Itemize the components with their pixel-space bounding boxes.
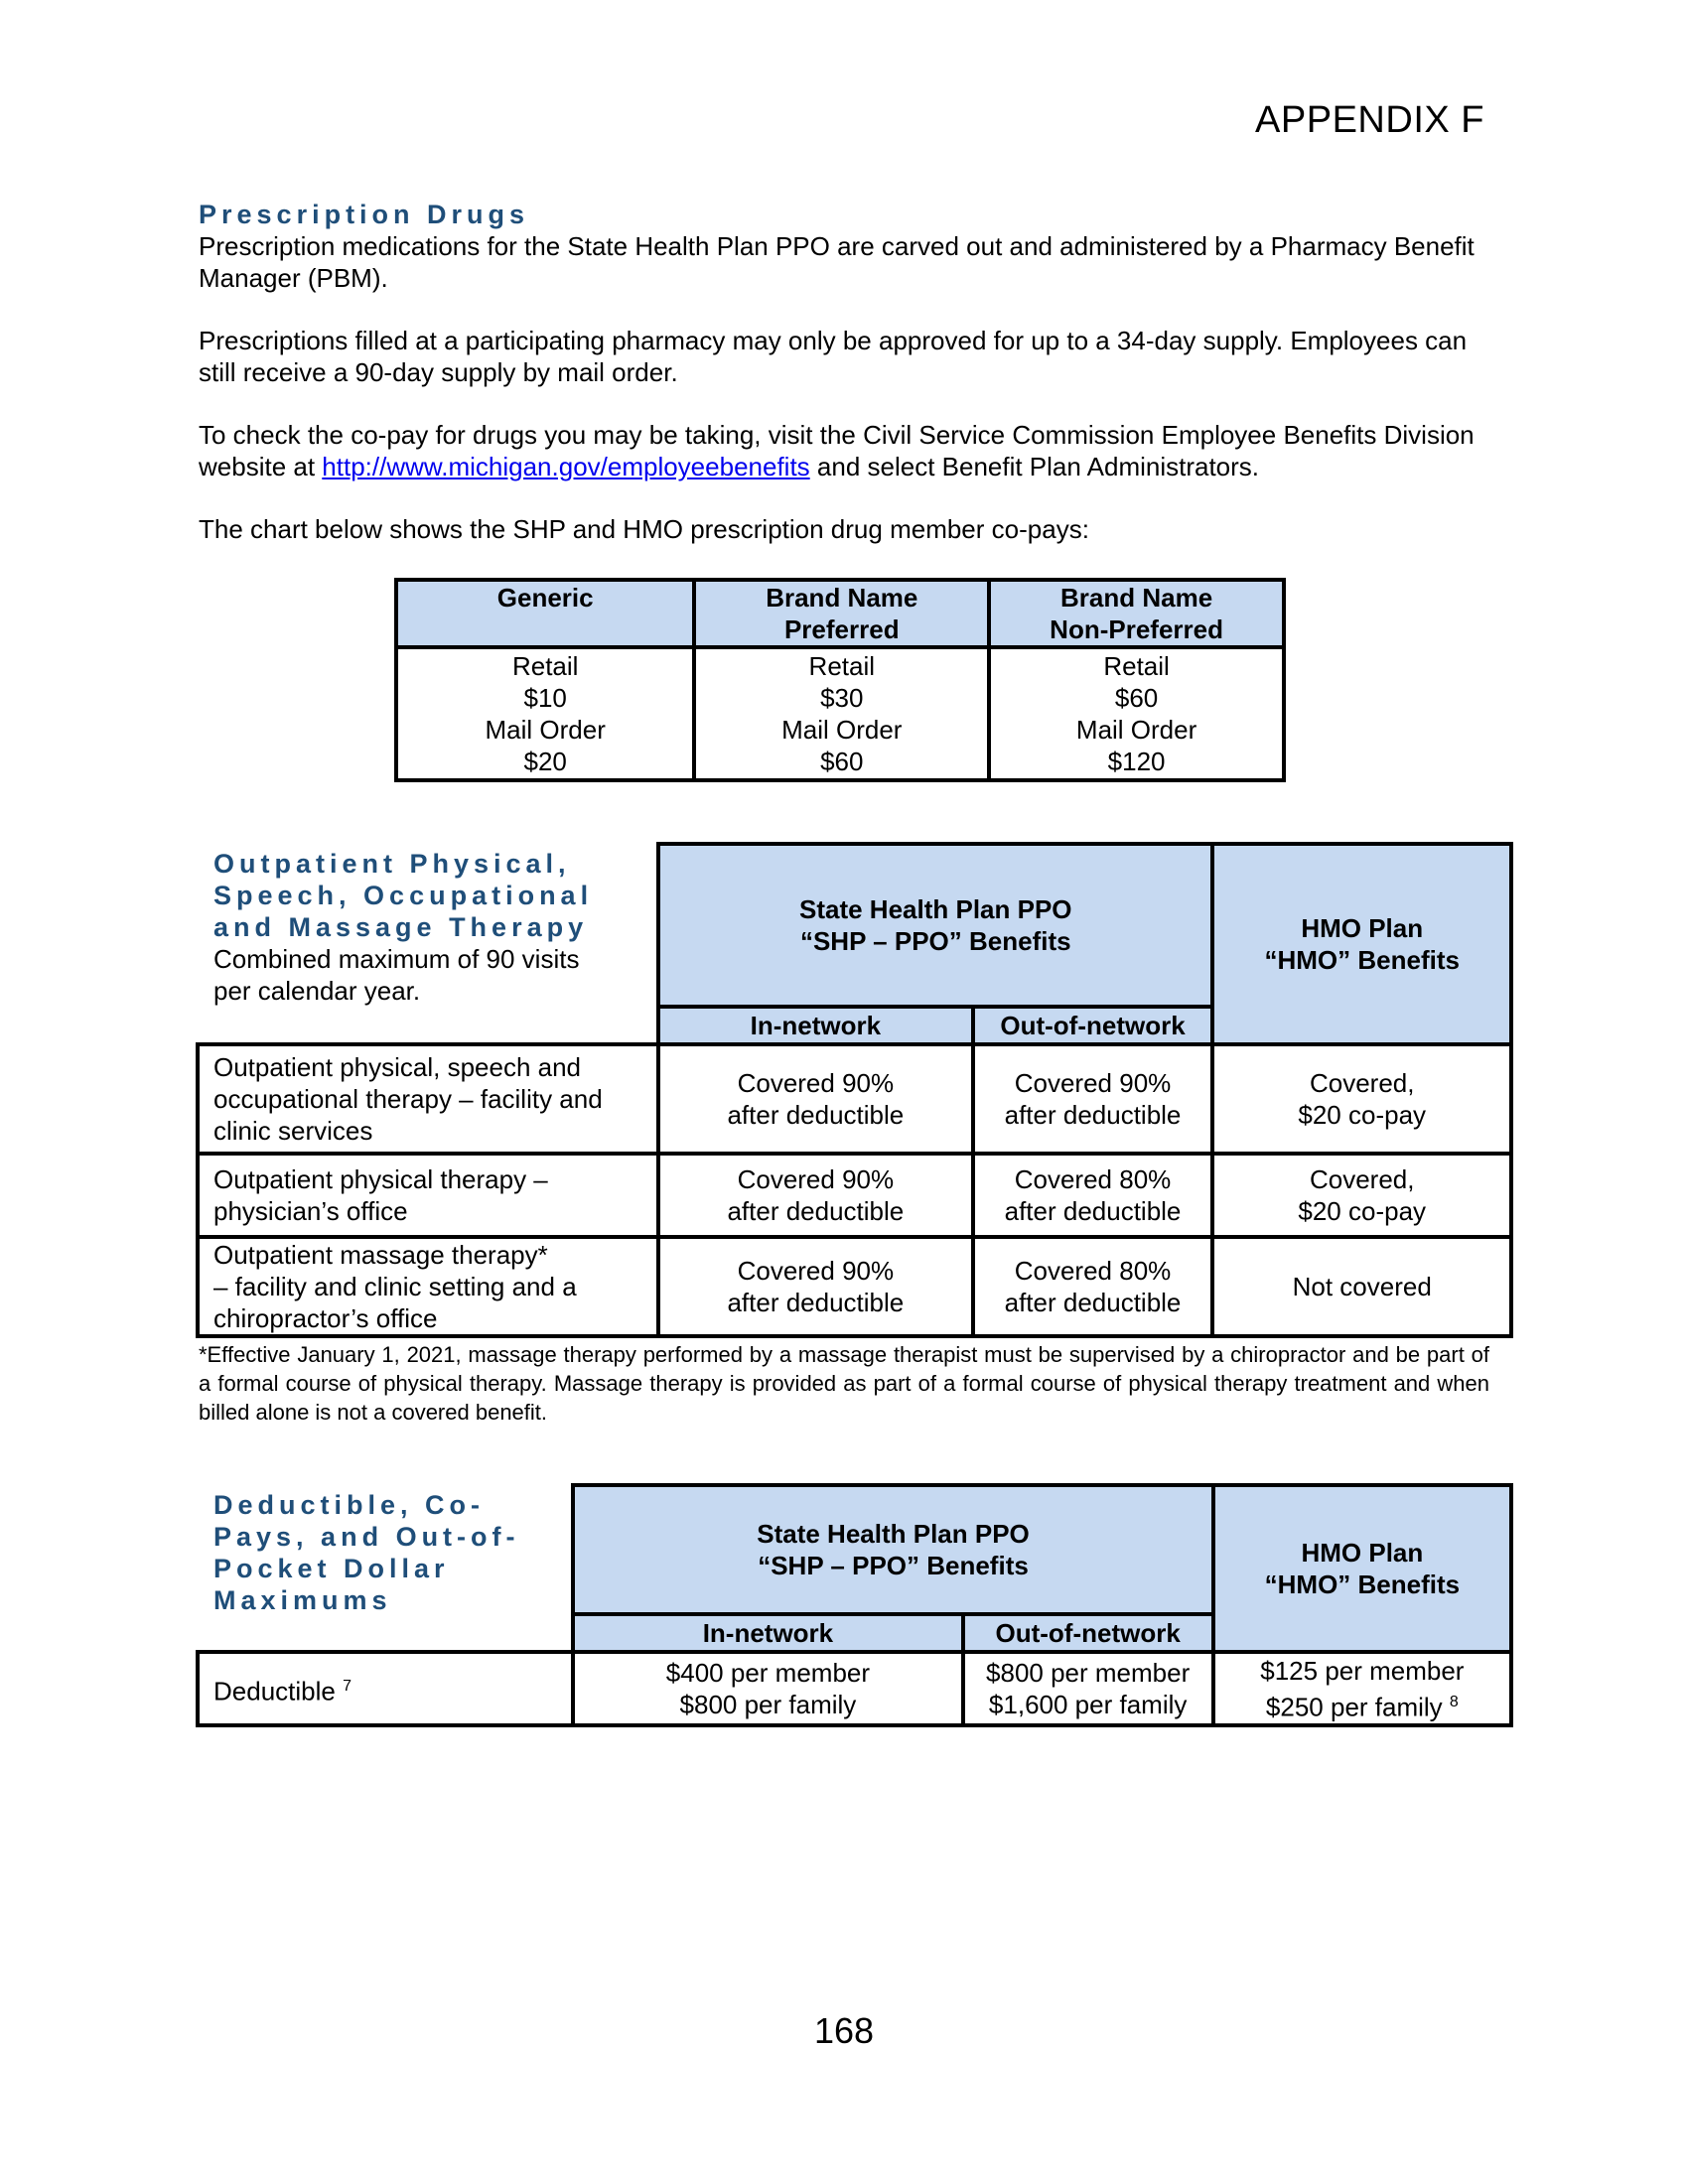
therapy-row-label: Outpatient physical, speech and occupational therapy – facility and clinic services [198,1044,658,1154]
paragraph-3-text: To check the co-pay for drugs you may be taking, visit the Civil Service Commission Employee Benefits Division website at [199,420,1475,481]
deductible-heading-line: Pocket Dollar [213,1554,450,1583]
therapy-heading-line: Outpatient Physical, [213,849,571,879]
therapy-hmo-value: Not covered [1212,1237,1511,1336]
header-brand-non-preferred: Brand Name Non-Preferred [989,580,1284,647]
deductible-hmo-value: $125 per member $250 per family $^8$ [1213,1652,1511,1725]
shp-ppo-header: State Health Plan PPO “SHP – PPO” Benefits [658,844,1212,1007]
therapy-row-label: Outpatient physical therapy – physician’s office [198,1154,658,1237]
brand-non-preferred-copay-cell: Retail $60 Mail Order $120 [989,647,1284,780]
brand-preferred-copay-cell: Retail $30 Mail Order $60 [694,647,989,780]
deductible-heading-line: Pays, and Out-of- [213,1522,520,1552]
therapy-hmo-value: Covered, $20 co-pay [1212,1044,1511,1154]
deductible-row-label: Deductible $^7$ [198,1652,573,1725]
generic-copay-cell: Retail $10 Mail Order $20 [396,647,694,780]
therapy-heading-line: and Massage Therapy [213,912,589,942]
deductible-title-cell [198,1485,573,1652]
in-network-header: In-network [573,1614,962,1652]
paragraph-3-text-end: and select Benefit Plan Administrators. [809,452,1260,481]
therapy-out-network-value: Covered 80% after deductible [973,1154,1213,1237]
footnote-8-marker: 8 [1449,1693,1459,1710]
therapy-heading-line: Speech, Occupational [213,881,594,910]
in-network-header: In-network [658,1007,972,1044]
deductible-table [196,1483,1513,1727]
therapy-in-network-value: Covered 90% after deductible [658,1154,972,1237]
deductible-heading-line: Maximums [213,1585,392,1615]
shp-ppo-header: State Health Plan PPO “SHP – PPO” Benefits [573,1485,1212,1614]
therapy-in-network-value: Covered 90% after deductible [658,1237,972,1336]
therapy-in-network-value: Covered 90% after deductible [658,1044,972,1154]
footnote-7-marker: 7 [343,1677,352,1695]
massage-therapy-footnote: *Effective January 1, 2021, massage therapy performed by a massage therapist must be supervised by a chiropractor and be part of a formal course of physical therapy. Massage therapy is provided as part of a formal course of physical therapy treatment and when billed alone is not a covered benefit. [199,1342,1489,1425]
deductible-out-network-value: $800 per member $1,600 per family [963,1652,1213,1725]
header-brand-preferred: Brand Name Preferred [694,580,989,647]
prescription-text [199,230,1489,576]
therapy-row-label: Outpatient massage therapy* – facility and clinic setting and a chiropractor’s office [198,1237,658,1336]
page-number: 168 [813,2010,875,2051]
therapy-note-line: Combined maximum of 90 visits [213,944,580,974]
therapy-hmo-value: Covered, $20 co-pay [1212,1154,1511,1237]
prescription-heading: Prescription Drugs [199,200,530,229]
therapy-title-cell [198,844,658,1044]
therapy-benefits-table [196,842,1513,1338]
therapy-out-network-value: Covered 90% after deductible [973,1044,1213,1154]
prescription-paragraph-2: Prescriptions filled at a participating pharmacy may only be approved for up to a 34-day supply. Employees can still receive a 90-day supply by mail order. [199,326,1468,387]
prescription-paragraph-3 [199,419,1489,482]
deductible-heading-line: Deductible, Co- [213,1490,486,1520]
hmo-header: HMO Plan “HMO” Benefits [1212,844,1511,1044]
prescription-paragraph-1: Prescription medications for the State Health Plan PPO are carved out and administered by a Pharmacy Benefit Manager (PBM). [199,231,1475,293]
appendix-label: APPENDIX F [1255,99,1484,141]
hmo-header: HMO Plan “HMO” Benefits [1213,1485,1511,1652]
therapy-out-network-value: Covered 80% after deductible [973,1237,1213,1336]
out-of-network-header: Out-of-network [973,1007,1213,1044]
employee-benefits-link[interactable]: http://www.michigan.gov/employeebenefits [322,452,810,481]
header-generic: Generic [396,580,694,647]
deductible-in-network-value: $400 per member $800 per family [573,1652,962,1725]
therapy-note-line: per calendar year. [213,976,421,1006]
prescription-copay-table [394,578,1286,782]
out-of-network-header: Out-of-network [963,1614,1213,1652]
prescription-paragraph-4: The chart below shows the SHP and HMO prescription drug member co-pays: [199,514,1089,544]
